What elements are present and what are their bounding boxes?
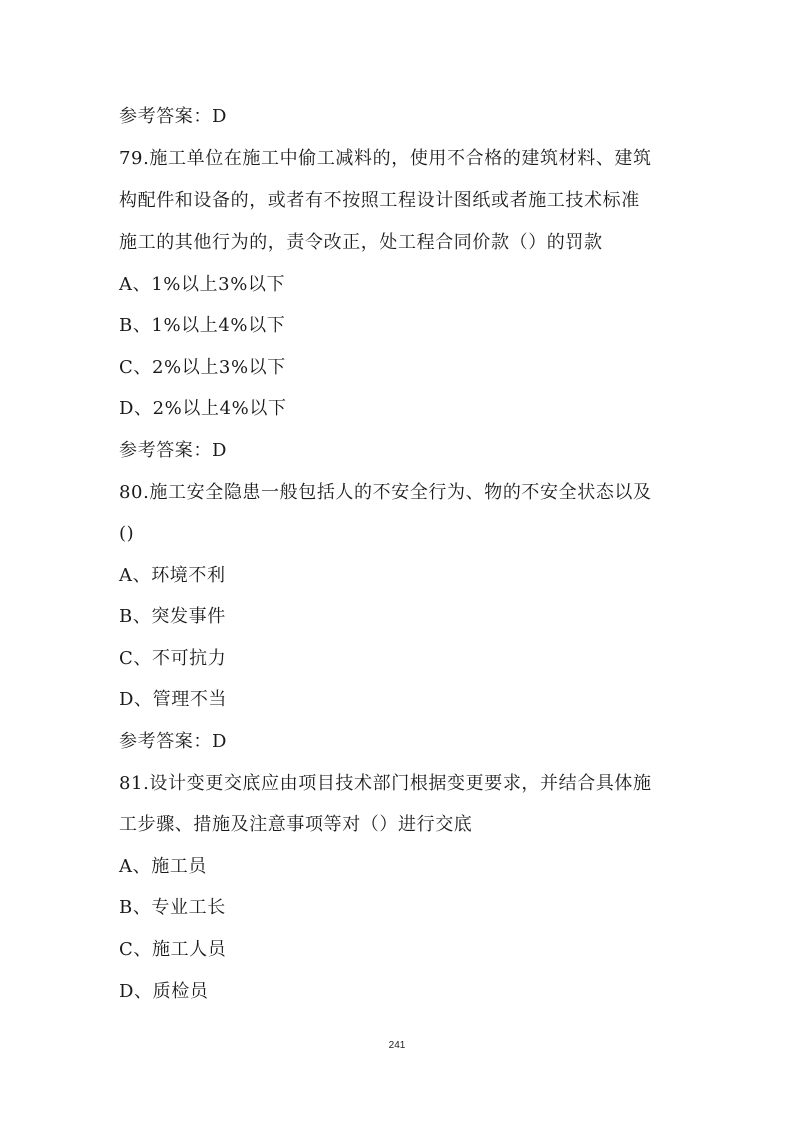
question-81-line-1: 81.设计变更交底应由项目技术部门根据变更要求，并结合具体施 xyxy=(119,773,652,794)
option-81-c: C、施工人员 xyxy=(119,939,227,960)
question-79-line-3: 施工的其他行为的，责令改正，处工程合同价款（）的罚款 xyxy=(119,232,603,253)
option-80-d: D、管理不当 xyxy=(119,689,228,710)
answer-line-79: 参考答案：D xyxy=(119,440,228,461)
option-81-a: A、施工员 xyxy=(119,856,207,877)
question-79-line-2: 构配件和设备的，或者有不按照工程设计图纸或者施工技术标准 xyxy=(119,190,640,211)
option-80-c: C、不可抗力 xyxy=(119,648,227,669)
option-80-b: B、突发事件 xyxy=(119,606,226,627)
question-81-line-2: 工步骤、措施及注意事项等对（）进行交底 xyxy=(119,814,473,835)
answer-line-80: 参考答案：D xyxy=(119,731,228,752)
option-81-d: D、质检员 xyxy=(119,981,209,1002)
option-80-a: A、环境不利 xyxy=(119,565,226,586)
option-81-b: B、专业工长 xyxy=(119,897,226,918)
question-79-line-1: 79.施工单位在施工中偷工减料的，使用不合格的建筑材料、建筑 xyxy=(119,148,652,169)
option-79-d: D、2%以上4%以下 xyxy=(119,398,287,419)
option-79-b: B、1%以上4%以下 xyxy=(119,315,286,336)
answer-line-78: 参考答案：D xyxy=(119,106,228,127)
question-80-line-2: () xyxy=(119,523,135,544)
question-80-line-1: 80.施工安全隐患一般包括人的不安全行为、物的不安全状态以及 xyxy=(119,482,652,503)
option-79-c: C、2%以上3%以下 xyxy=(119,357,286,378)
option-79-a: A、1%以上3%以下 xyxy=(119,274,286,295)
page-number: 241 xyxy=(388,1040,406,1051)
